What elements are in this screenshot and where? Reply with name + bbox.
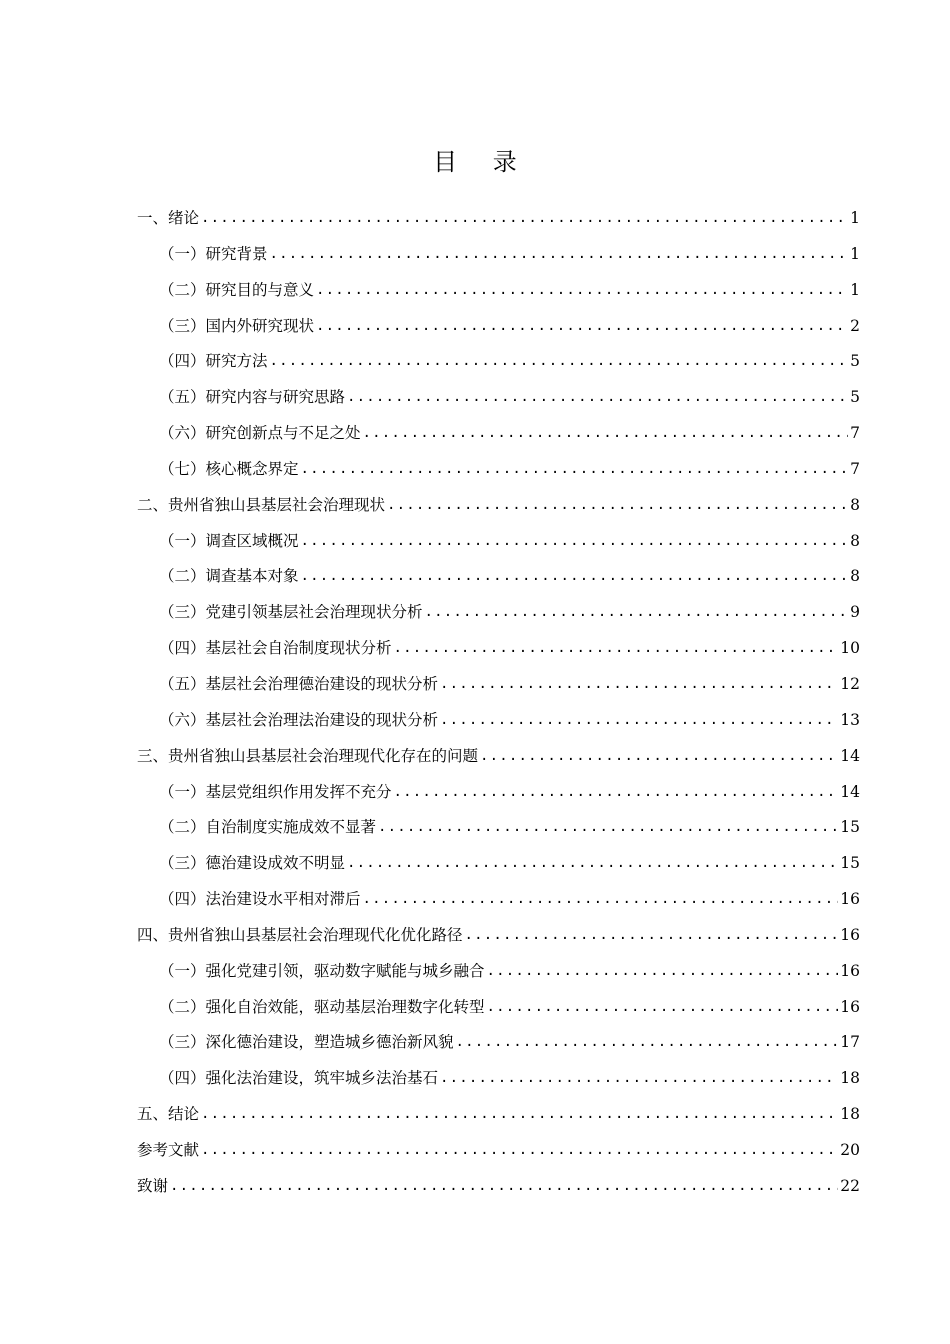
toc-entry-page: 15 bbox=[840, 854, 860, 873]
toc-leader-dots bbox=[465, 925, 839, 945]
toc-leader-dots bbox=[394, 782, 839, 802]
toc-entry-label: （三）深化德治建设，塑造城乡德治新风貌 bbox=[159, 1033, 454, 1052]
toc-leader-dots bbox=[378, 817, 838, 837]
toc-entry-label: （四）基层社会自治制度现状分析 bbox=[159, 639, 392, 658]
toc-leader-dots bbox=[316, 316, 848, 336]
toc-entry[interactable] bbox=[137, 1068, 860, 1104]
toc-entry-page: 5 bbox=[850, 352, 860, 371]
toc-entry[interactable] bbox=[137, 710, 860, 746]
toc-leader-dots bbox=[316, 280, 848, 300]
toc-entry-page: 5 bbox=[850, 388, 860, 407]
toc-entry[interactable] bbox=[137, 566, 860, 602]
toc-leader-dots bbox=[394, 638, 839, 658]
toc-entry[interactable] bbox=[137, 746, 860, 782]
toc-leader-dots bbox=[301, 566, 849, 586]
toc-entry-page: 8 bbox=[850, 495, 860, 514]
toc-entry-label: （一）研究背景 bbox=[159, 244, 268, 263]
toc-entry[interactable] bbox=[137, 925, 860, 961]
toc-entry-page: 16 bbox=[840, 961, 860, 980]
table-of-contents bbox=[137, 208, 860, 1212]
toc-entry-page: 7 bbox=[850, 459, 860, 478]
toc-leader-dots bbox=[201, 1140, 838, 1160]
toc-entry[interactable] bbox=[137, 889, 860, 925]
toc-entry-label: （七）核心概念界定 bbox=[159, 459, 299, 478]
toc-entry-page: 22 bbox=[840, 1176, 860, 1195]
toc-entry-page: 8 bbox=[850, 567, 860, 586]
toc-entry-label: 二、贵州省独山县基层社会治理现状 bbox=[137, 495, 386, 514]
toc-entry-label: 一、绪论 bbox=[137, 209, 200, 227]
toc-entry-label: 参考文献 bbox=[137, 1140, 200, 1159]
toc-leader-dots bbox=[425, 602, 849, 622]
toc-entry-page: 16 bbox=[840, 997, 860, 1016]
toc-entry-page: 12 bbox=[840, 674, 860, 693]
toc-entry-label: （四）法治建设水平相对滞后 bbox=[159, 890, 361, 909]
toc-entry-label: （一）基层党组织作用发挥不充分 bbox=[159, 782, 392, 801]
toc-leader-dots bbox=[201, 1104, 838, 1124]
toc-leader-dots bbox=[363, 423, 849, 443]
toc-leader-dots bbox=[387, 495, 848, 515]
toc-entry-page: 13 bbox=[840, 710, 860, 729]
toc-entry-page: 14 bbox=[840, 746, 860, 765]
toc-leader-dots bbox=[347, 853, 838, 873]
toc-leader-dots bbox=[480, 746, 838, 766]
toc-entry[interactable] bbox=[137, 387, 860, 423]
toc-leader-dots bbox=[363, 889, 839, 909]
toc-entry[interactable] bbox=[137, 997, 860, 1033]
toc-leader-dots bbox=[487, 997, 839, 1017]
toc-leader-dots bbox=[440, 1068, 838, 1088]
toc-entry-label: （三）党建引领基层社会治理现状分析 bbox=[159, 603, 423, 622]
toc-entry[interactable] bbox=[137, 495, 860, 531]
toc-entry[interactable] bbox=[137, 817, 860, 853]
toc-entry[interactable] bbox=[137, 208, 860, 244]
toc-leader-dots bbox=[347, 387, 848, 407]
toc-entry-label: 四、贵州省独山县基层社会治理现代化优化路径 bbox=[137, 925, 463, 944]
toc-entry-page: 16 bbox=[840, 890, 860, 909]
toc-entry-page: 17 bbox=[840, 1033, 860, 1052]
toc-entry-page: 7 bbox=[850, 424, 860, 443]
toc-entry-page: 9 bbox=[850, 603, 860, 622]
toc-entry-page: 18 bbox=[840, 1069, 860, 1088]
toc-entry-page: 20 bbox=[840, 1140, 860, 1159]
toc-entry[interactable] bbox=[137, 674, 860, 710]
toc-entry-page: 14 bbox=[840, 782, 860, 801]
toc-entry-page: 1 bbox=[850, 209, 860, 227]
toc-entry[interactable] bbox=[137, 459, 860, 495]
toc-entry[interactable] bbox=[137, 423, 860, 459]
toc-entry[interactable] bbox=[137, 853, 860, 889]
toc-entry-page: 16 bbox=[840, 925, 860, 944]
toc-entry[interactable] bbox=[137, 280, 860, 316]
toc-entry-page: 2 bbox=[850, 316, 860, 335]
toc-leader-dots bbox=[440, 674, 838, 694]
toc-entry[interactable] bbox=[137, 351, 860, 387]
toc-entry-label: （二）研究目的与意义 bbox=[159, 280, 315, 299]
toc-entry[interactable] bbox=[137, 531, 860, 567]
toc-entry-label: （三）国内外研究现状 bbox=[159, 316, 315, 335]
toc-entry-page: 1 bbox=[850, 280, 860, 299]
toc-leader-dots bbox=[301, 459, 849, 479]
toc-entry[interactable] bbox=[137, 602, 860, 638]
toc-entry-label: （五）基层社会治理德治建设的现状分析 bbox=[159, 674, 439, 693]
toc-entry[interactable] bbox=[137, 1032, 860, 1068]
toc-entry-page: 1 bbox=[850, 244, 860, 263]
toc-leader-dots bbox=[270, 351, 849, 371]
toc-entry-label: 三、贵州省独山县基层社会治理现代化存在的问题 bbox=[137, 746, 479, 765]
toc-entry-label: （四）研究方法 bbox=[159, 352, 268, 371]
toc-entry-page: 8 bbox=[850, 531, 860, 550]
toc-entry[interactable] bbox=[137, 1104, 860, 1140]
toc-entry[interactable] bbox=[137, 782, 860, 818]
toc-leader-dots bbox=[440, 710, 838, 730]
toc-entry-page: 18 bbox=[840, 1105, 860, 1124]
page-title: 目 录 bbox=[433, 148, 531, 176]
toc-entry[interactable] bbox=[137, 1176, 860, 1212]
toc-entry[interactable] bbox=[137, 244, 860, 280]
toc-entry[interactable] bbox=[137, 961, 860, 997]
toc-leader-dots bbox=[270, 244, 849, 264]
toc-entry[interactable] bbox=[137, 638, 860, 674]
toc-entry-label: （二）自治制度实施成效不显著 bbox=[159, 818, 377, 837]
toc-entry-page: 15 bbox=[840, 818, 860, 837]
toc-entry-label: （六）研究创新点与不足之处 bbox=[159, 424, 361, 443]
toc-leader-dots bbox=[201, 208, 848, 228]
toc-entry-label: （四）强化法治建设，筑牢城乡法治基石 bbox=[159, 1069, 439, 1088]
toc-leader-dots bbox=[456, 1032, 839, 1052]
toc-entry-label: （二）调查基本对象 bbox=[159, 567, 299, 586]
toc-entry-label: 致谢 bbox=[137, 1176, 169, 1195]
toc-entry-label: （二）强化自治效能，驱动基层治理数字化转型 bbox=[159, 997, 485, 1016]
toc-entry-label: （六）基层社会治理法治建设的现状分析 bbox=[159, 710, 439, 729]
toc-entry-label: （三）德治建设成效不明显 bbox=[159, 854, 346, 873]
toc-entry[interactable] bbox=[137, 316, 860, 352]
toc-entry-page: 10 bbox=[840, 639, 860, 658]
toc-entry-label: （五）研究内容与研究思路 bbox=[159, 388, 346, 407]
toc-leader-dots bbox=[170, 1176, 838, 1196]
toc-entry[interactable] bbox=[137, 1140, 860, 1176]
toc-entry-label: （一）强化党建引领，驱动数字赋能与城乡融合 bbox=[159, 961, 485, 980]
toc-entry-label: 五、结论 bbox=[137, 1105, 200, 1124]
toc-leader-dots bbox=[301, 531, 849, 551]
toc-leader-dots bbox=[487, 961, 839, 981]
toc-entry-label: （一）调查区域概况 bbox=[159, 531, 299, 550]
